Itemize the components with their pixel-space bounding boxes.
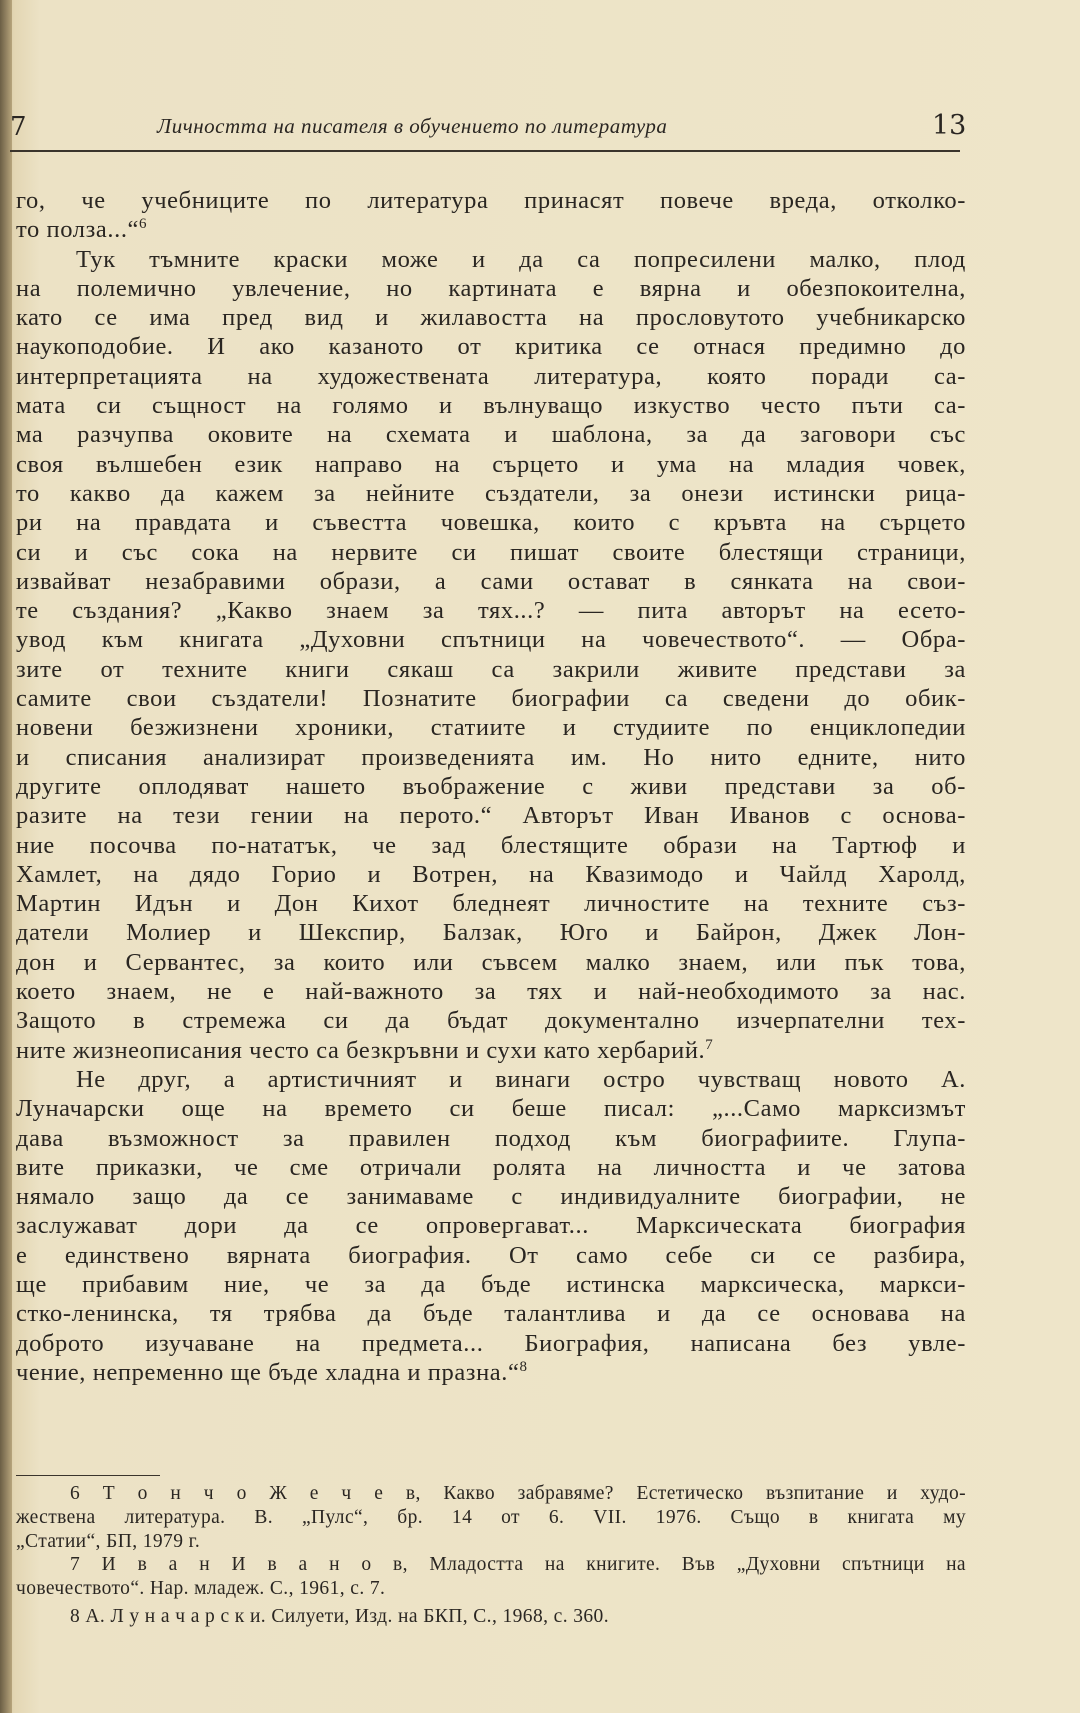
footnote-line: жествена литература. В. „Пулс“, бр. 14 от 6. VII. 1976. Също в книгата му (16, 1506, 966, 1528)
text-line: ри на правдата и съвестта човешка, които с кръвта на сърцето (16, 509, 966, 537)
running-title: Личността на писателя в обучението по литература (157, 114, 668, 138)
page-gutter (0, 0, 12, 1713)
text-line: то полза...“$^6$ (16, 216, 148, 244)
text-line: като се има пред вид и жилавостта на прословутото учебникарско (16, 304, 966, 332)
footnote-6 (16, 1482, 966, 1553)
text-line: доброто изучаване на предмета... Биография, написана без увле- (16, 1329, 966, 1357)
body-text (16, 186, 966, 1387)
text-line: нямало защо да се занимаваме с индивидуалните биографии, не (16, 1183, 966, 1211)
footnote-line: човечеството“. Нар. младеж. С., 1961, с. 7. (16, 1578, 386, 1600)
facing-page-number-fragment: 7 (10, 112, 27, 142)
text-line: те създания? „Какво знаем за тях...? — пита авторът на есето- (16, 597, 966, 625)
text-line: дон и Сервантес, за които или съвсем малко знаем, или пък това, (16, 948, 966, 976)
text-line: Луначарски още на времето си беше писал: „...Само марксизмът (16, 1095, 966, 1123)
footnote-ref-6: 6 (139, 216, 148, 233)
text-line: датели Молиер и Шекспир, Балзак, Юго и Байрон, Джек Лон- (16, 919, 966, 947)
text-line: зите от техните книги сякаш са закрили живите представи за (16, 655, 966, 683)
text-line: дава възможност за правилен подход към биографиите. Глупа- (16, 1124, 966, 1152)
text-line: увод към книгата „Духовни спътници на човечеството“. — Обра- (16, 626, 966, 654)
text-line: което знаем, не е най-важното за тях и най-необходимото за нас. (16, 978, 966, 1006)
text-line: заслужават дори да се опровергават... Марксическата биография (16, 1212, 966, 1240)
footnote-line: 6 Т о н ч о Ж е ч е в, Какво забравяме? Естетическо възпитание и худо- (70, 1483, 966, 1504)
text-line: го, че учебниците по литература принасят повече вреда, отколко- (16, 187, 966, 214)
text-line: Мартин Идън и Дон Кихот бледнеят личностите на техните съз- (16, 890, 966, 918)
text-line: разите на тези гении на перото.“ Авторът Иван Иванов с основа- (16, 802, 966, 830)
text-line: ните жизнеописания често са безкръвни и сухи като хербарий.$^7$ (16, 1036, 714, 1064)
text-line: наукоподобие. И ако казаното от критика се отнася предимно до (16, 333, 966, 361)
text-line: извайват незабравими образи, а сами остават в сянката на свои- (16, 567, 966, 595)
footnote-7 (16, 1553, 966, 1601)
text-line: другите оплодяват нашето въображение с живи представи за об- (16, 772, 966, 800)
text-line: Защото в стремежа си да бъдат документално изчерпателни тех- (16, 1007, 966, 1035)
running-header (0, 108, 1080, 148)
footnote-line: „Статии“, БП, 1979 г. (16, 1530, 201, 1552)
text-line: ма разчупва оковите на схемата и шаблона, за да заговори със (16, 421, 966, 449)
footnote-ref-7: 7 (705, 1036, 714, 1053)
text-line: вите приказки, че сме отричали ролята на личността и че затова (16, 1153, 966, 1181)
footnote-line: 8 А. Л у н а ч а р с к и. Силуети, Изд. на БКП, С., 1968, с. 360. (70, 1605, 609, 1627)
footnote-line: 7 И в а н И в а н о в, Младостта на книгите. Във „Духовни спътници на (70, 1554, 966, 1576)
text-line: интерпретацията на художествената литература, която поради са- (16, 362, 966, 390)
text-line: на полемично увлечение, но картината е вярна и обезпокоителна, (16, 274, 966, 302)
footnotes (16, 1482, 966, 1629)
text-line: новени безжизнени хроники, статиите и студиите по енциклопедии (16, 714, 966, 742)
text-line: е единствено вярната биография. От само себе си се разбира, (16, 1241, 966, 1269)
text-line: мата си същност на голямо и вълнуващо изкуство често пъти са- (16, 392, 966, 420)
text-line: ние посочва по-нататък, че зад блестящите образи на Тартюф и (16, 831, 966, 859)
text-line: то какво да кажем за нейните създатели, за онези истински рица- (16, 479, 966, 507)
text-line: Хамлет, на дядо Горио и Вотрен, на Квазимодо и Чайлд Харолд, (16, 860, 966, 888)
text-line: своя вълшебен език направо на сърцето и ума на младия човек, (16, 450, 966, 478)
text-line: си и със сока на нервите си пишат своите блестящи страници, (16, 538, 966, 566)
paragraph-start-line: Тук тъмните краски може и да са попресилени малко, плод (76, 245, 966, 273)
footnote-8 (16, 1605, 966, 1629)
text-line: ще прибавим ние, че за да бъде истинска марксическа, маркси- (16, 1270, 966, 1298)
footnote-rule (16, 1475, 160, 1476)
header-rule (10, 150, 960, 152)
text-line: и списания анализират произведенията им. Но нито едните, нито (16, 743, 966, 771)
footnote-ref-8: 8 (519, 1358, 528, 1375)
text-line: самите свои създатели! Познатите биографии са сведени до обик- (16, 685, 966, 713)
page-number: 13 (932, 110, 967, 141)
text-line: чение, непременно ще бъде хладна и празна.“$^8$ (16, 1358, 528, 1386)
text-line: стко-ленинска, тя трябва да бъде талантлива и да се основава на (16, 1300, 966, 1328)
paragraph-start-line: Не друг, а артистичният и винаги остро чувстващ новото А. (76, 1065, 966, 1093)
